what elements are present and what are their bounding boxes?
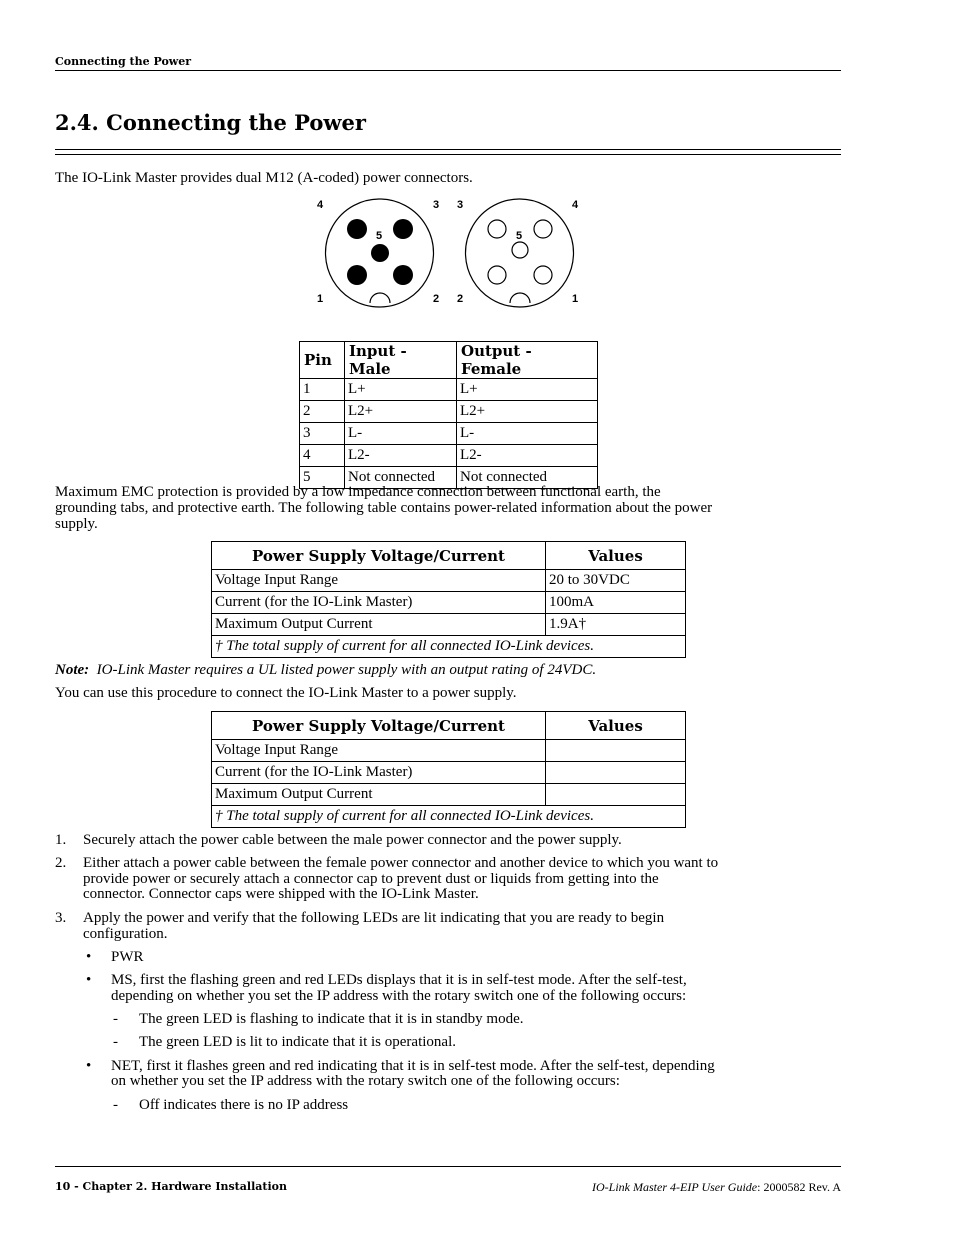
bullet-marker: •: [86, 949, 92, 965]
table-cell: 1.9A†: [546, 614, 686, 636]
emc-line-1: Maximum EMC protection is provided by a low impedance connection between functional earth, the: [55, 484, 661, 500]
table-row: [300, 401, 598, 423]
male-connector: [317, 199, 439, 307]
female-pin-label-2: 2: [457, 293, 464, 305]
female-connector: [457, 199, 579, 307]
table-cell: Voltage Input Range: [212, 570, 546, 592]
female-pin-label-3: 3: [457, 199, 464, 211]
table-cell: L-: [345, 423, 457, 445]
table-row: [212, 570, 686, 592]
step-1: Securely attach the power cable between the male power connector and the power supply.: [83, 832, 622, 848]
table-row: [300, 445, 598, 467]
table-cell: [546, 784, 686, 806]
male-key-notch: [370, 293, 390, 303]
m12-connector-diagram: [310, 193, 590, 313]
table-row: [300, 423, 598, 445]
column-header: Values: [546, 712, 686, 740]
step-2-line-2: provide power or securely attach a connector cap to prevent dust or liquids from getting into the: [83, 871, 659, 887]
step-3-line-2: configuration.: [83, 926, 168, 942]
column-header: Power Supply Voltage/Current: [212, 712, 546, 740]
table-cell: 4: [300, 445, 345, 467]
table-row: [212, 784, 686, 806]
bullet-pwr: PWR: [111, 949, 144, 965]
table-footnote-row: [212, 806, 686, 828]
column-header: Values: [546, 542, 686, 570]
table-cell: [546, 762, 686, 784]
emc-line-2: grounding tabs, and protective earth. The following table contains power-related information about the power: [55, 500, 713, 516]
step-2-line-3: connector. Connector caps were shipped with the IO-Link Master.: [83, 886, 479, 902]
female-pin-4: [534, 220, 552, 238]
power-supply-table: [211, 541, 686, 658]
table-cell: L2-: [457, 445, 598, 467]
male-pin-label-3: 3: [433, 199, 440, 211]
table-cell: Current (for the IO-Link Master): [212, 592, 546, 614]
table-cell: L2-: [345, 445, 457, 467]
heading-rule-bottom: [55, 154, 841, 155]
male-pin-3: [393, 219, 413, 239]
heading-rule-top: [55, 149, 841, 150]
table-footnote: † The total supply of current for all connected IO-Link devices.: [212, 636, 686, 658]
female-pin-label-4: 4: [572, 199, 579, 211]
table-cell: 3: [300, 423, 345, 445]
female-pin-label-1: 1: [572, 293, 579, 305]
table-cell: 100mA: [546, 592, 686, 614]
ms-operational-item: The green LED is lit to indicate that it is operational.: [139, 1034, 456, 1050]
female-pin-1: [534, 266, 552, 284]
table-header-row: [212, 542, 686, 570]
table-header-row: [212, 712, 686, 740]
table-cell: L2+: [457, 401, 598, 423]
note-label: Note:: [55, 662, 90, 678]
section-heading: 2.4. Connecting the Power: [55, 110, 366, 135]
female-key-notch: [510, 293, 530, 303]
pin-assignment-table: [299, 341, 598, 489]
table-cell: Voltage Input Range: [212, 740, 546, 762]
table-cell: L2+: [345, 401, 457, 423]
bullet-marker: •: [86, 1058, 92, 1074]
table-cell: 5: [300, 467, 345, 489]
male-pin-4: [347, 219, 367, 239]
step-number: 1.: [55, 832, 67, 848]
male-pin-label-4: 4: [317, 199, 324, 211]
male-pin-label-5: 5: [376, 230, 383, 242]
female-pin-3: [488, 220, 506, 238]
footer-doc-title: [592, 1180, 841, 1195]
step-3-line-1: Apply the power and verify that the following LEDs are lit indicating that you are ready to begin: [83, 910, 665, 926]
step-number: 3.: [55, 910, 67, 926]
table-cell: L-: [457, 423, 598, 445]
male-pin-2: [393, 265, 413, 285]
table-cell: [546, 740, 686, 762]
dash-marker: -: [113, 1034, 118, 1050]
table-cell: Not connected: [457, 467, 598, 489]
step-2-line-1: Either attach a power cable between the female power connector and another device to which you want to: [83, 855, 719, 871]
power-supply-table-blank: [211, 711, 686, 828]
header-rule: [55, 70, 841, 71]
bullet-net-line-2: on whether you set the IP address with the rotary switch one of the following occurs:: [111, 1073, 620, 1089]
table-row: [212, 592, 686, 614]
note-text: IO-Link Master requires a UL listed power supply with an output rating of 24VDC.: [96, 662, 597, 678]
table-row: [212, 740, 686, 762]
step-number: 2.: [55, 855, 67, 871]
footer-rule: [55, 1166, 841, 1167]
emc-line-3: supply.: [55, 516, 98, 532]
table-cell: Maximum Output Current: [212, 614, 546, 636]
dash-marker: -: [113, 1097, 118, 1113]
table-cell: 1: [300, 379, 345, 401]
footer-chapter: 10 - Chapter 2. Hardware Installation: [55, 1180, 287, 1193]
female-pin-5: [512, 242, 528, 258]
table-row: [212, 762, 686, 784]
table-cell: 2: [300, 401, 345, 423]
column-header: Input - Male: [345, 342, 457, 379]
table-row: [300, 379, 598, 401]
bullet-ms-line-2: depending on whether you set the IP address with the rotary switch one of the following occurs:: [111, 988, 687, 1004]
table-cell: Maximum Output Current: [212, 784, 546, 806]
column-header: Pin: [300, 342, 345, 379]
table-cell: Current (for the IO-Link Master): [212, 762, 546, 784]
table-footnote: † The total supply of current for all connected IO-Link devices.: [212, 806, 686, 828]
female-pin-2: [488, 266, 506, 284]
male-pin-5: [371, 244, 389, 262]
intro-paragraph: The IO-Link Master provides dual M12 (A-coded) power connectors.: [55, 170, 473, 186]
male-pin-label-1: 1: [317, 293, 324, 305]
footer-guide-name: IO-Link Master 4-EIP User Guide: [592, 1180, 758, 1194]
male-pin-1: [347, 265, 367, 285]
female-pin-label-5: 5: [516, 230, 523, 242]
column-header: Output - Female: [457, 342, 598, 379]
table-header-row: [300, 342, 598, 379]
footer-doc-number: : 2000582 Rev. A: [757, 1180, 841, 1194]
dash-marker: -: [113, 1011, 118, 1027]
running-header: Connecting the Power: [55, 55, 192, 68]
table-cell: 20 to 30VDC: [546, 570, 686, 592]
table-cell: L+: [345, 379, 457, 401]
procedure-intro: You can use this procedure to connect the IO-Link Master to a power supply.: [55, 685, 517, 701]
net-off-item: Off indicates there is no IP address: [139, 1097, 349, 1113]
bullet-ms-line-1: MS, first the flashing green and red LEDs displays that it is in self-test mode. After the self-test,: [111, 972, 687, 988]
table-cell: Not connected: [345, 467, 457, 489]
note: [55, 662, 596, 679]
bullet-marker: •: [86, 972, 92, 988]
male-pin-label-2: 2: [433, 293, 440, 305]
table-footnote-row: [212, 636, 686, 658]
bullet-net-line-1: NET, first it flashes green and red indicating that it is in self-test mode. After the self-test, depending: [111, 1058, 715, 1074]
table-row: [212, 614, 686, 636]
column-header: Power Supply Voltage/Current: [212, 542, 546, 570]
table-cell: L+: [457, 379, 598, 401]
ms-standby-item: The green LED is flashing to indicate that it is in standby mode.: [139, 1011, 524, 1027]
